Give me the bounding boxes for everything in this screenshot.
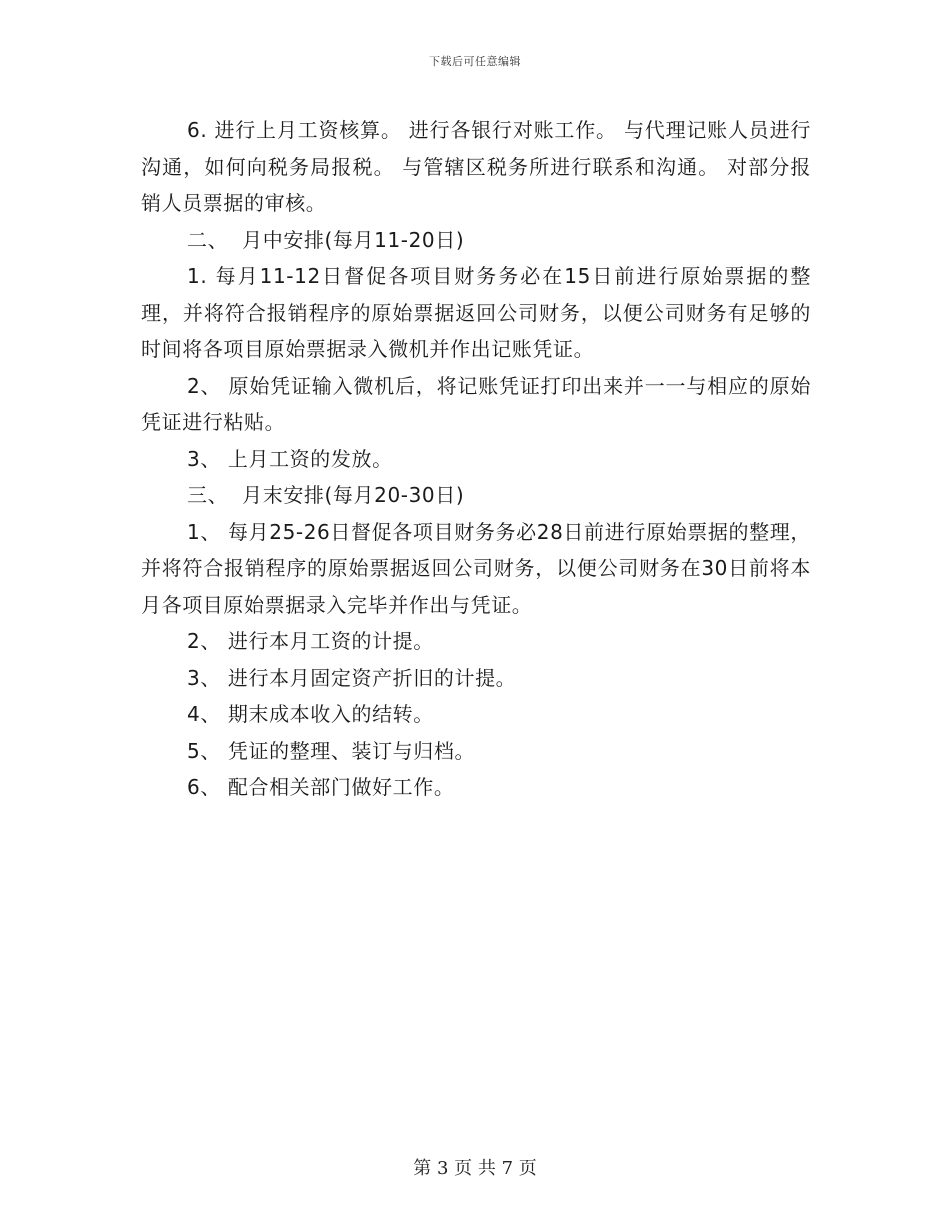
section-heading-mid-month: 二、 月中安排(每月11-20日) bbox=[187, 227, 465, 252]
paragraph-month-end-item-4: 4、 期末成本收入的结转。 bbox=[187, 702, 434, 726]
document-body bbox=[141, 112, 811, 806]
paragraph-mid-month-item-1: 1. 每月11-12日督促各项目财务务必在15日前进行原始票据的整理，并将符合报销程序的原始票据返回公司财务，以便公司财务有足够的时间将各项目原始票据录入微机并作出记账凭证。 bbox=[141, 264, 811, 361]
paragraph-month-end-item-6: 6、 配合相关部门做好工作。 bbox=[187, 775, 455, 799]
paragraph-mid-month-item-2: 2、 原始凭证输入微机后，将记账凭证打印出来并一一与相应的原始凭证进行粘贴。 bbox=[141, 373, 811, 434]
page-number-footer: 第 3 页 共 7 页 bbox=[413, 1158, 537, 1179]
section-heading-month-end: 三、 月末安排(每月20-30日) bbox=[187, 483, 465, 507]
paragraph-month-end-item-2: 2、 进行本月工资的计提。 bbox=[187, 629, 434, 653]
paragraph-month-end-item-5: 5、 凭证的整理、装订与归档。 bbox=[187, 738, 476, 763]
page-header: 下载后可任意编辑 bbox=[429, 55, 521, 68]
paragraph-month-start-item-6: 6. 进行上月工资核算。 进行各银行对账工作。 与代理记账人员进行沟通，如何向税务局报税。 与管辖区税务所进行联系和沟通。 对部分报销人员票据的审核。 bbox=[141, 118, 811, 215]
paragraph-month-end-item-1: 1、 每月25-26日督促各项目财务务必28日前进行原始票据的整理，并将符合报销程序的原始票据返回公司财务，以便公司财务在30日前将本月各项目原始票据录入完毕并作出与凭证。 bbox=[141, 519, 811, 617]
paragraph-month-end-item-3: 3、 进行本月固定资产折旧的计提。 bbox=[187, 665, 517, 690]
paragraph-mid-month-item-3: 3、 上月工资的发放。 bbox=[187, 446, 393, 471]
